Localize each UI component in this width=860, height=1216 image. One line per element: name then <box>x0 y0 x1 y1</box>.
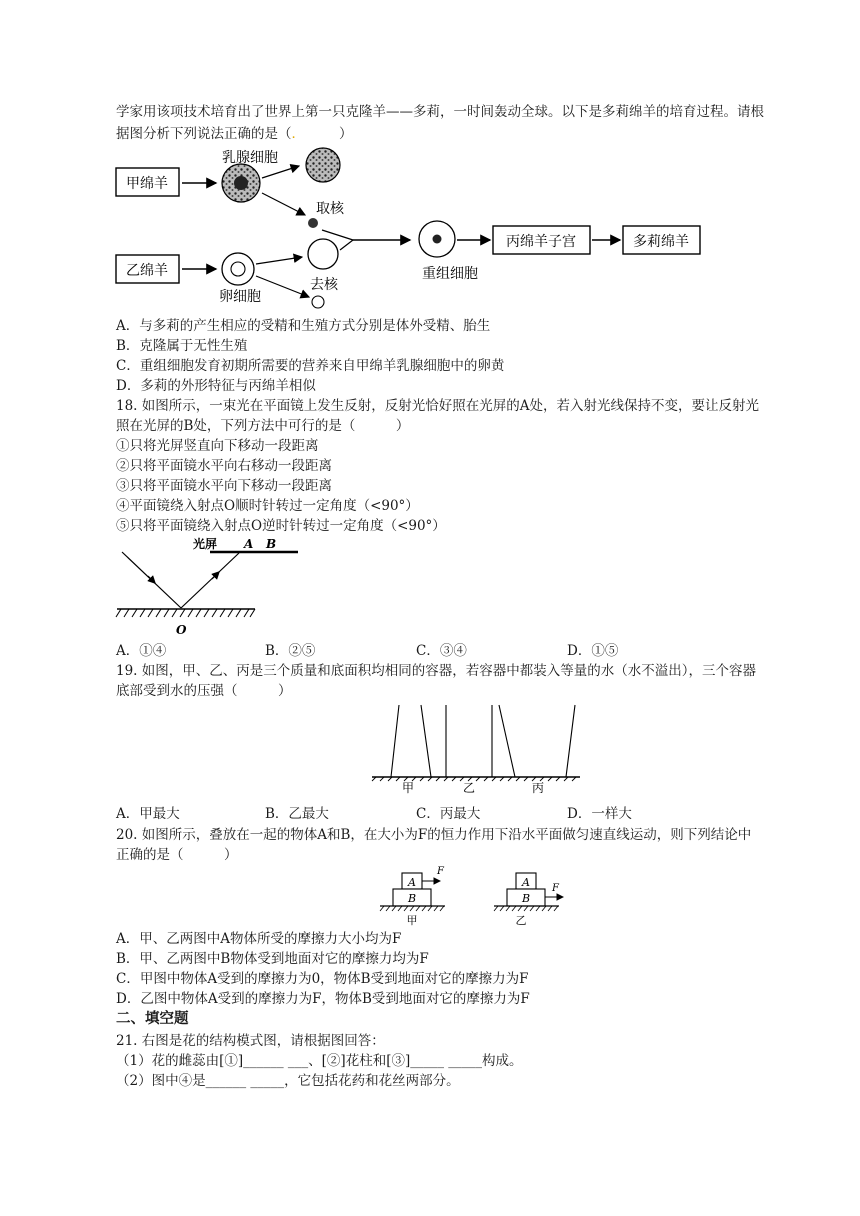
q18-item-3: ③只将平面镜水平向下移动一段距离 <box>116 478 332 494</box>
q18-option-d: D．①⑤ <box>567 643 619 659</box>
q19-option-c: C．丙最大 <box>416 806 481 822</box>
q20-stem-line1: 20. 如图所示，叠放在一起的物体A和B，在大小为F的恒力作用下沿水平面做匀速直线运动，则下列结论中 <box>116 827 752 843</box>
q18-option-a: A．①④ <box>116 643 167 659</box>
blocks-diagram <box>375 862 575 932</box>
svg-text:A: A <box>408 876 416 889</box>
speckled-cell-icon <box>306 148 340 182</box>
section-heading: 二、填空题 <box>116 1011 189 1027</box>
q20-option-d: D．乙图中物体A受到的摩擦力为F，物体B受到地面对它的摩擦力为F <box>116 991 530 1007</box>
point-b-label: B <box>266 537 277 551</box>
take-nucleus-label: 取核 <box>316 201 344 217</box>
q17-stem: 据图分析下列说法正确的是（ <box>116 126 292 142</box>
container-bing <box>499 705 515 777</box>
point-a-label: A <box>244 537 254 551</box>
q17-stem-end: ） <box>339 126 353 142</box>
svg-text:B: B <box>521 892 531 905</box>
q20-option-a: A．甲、乙两图中A物体所受的摩擦力大小均为F <box>116 931 402 947</box>
q18-item-4: ④平面镜绕入射点O顺时针转过一定角度（<90°） <box>116 498 419 514</box>
q21-part2: （2）图中④是______ _____，它包括花药和花丝两部分。 <box>116 1073 460 1089</box>
q20-stem-line2: 正确的是（ ） <box>116 847 238 863</box>
nucleus-icon <box>308 218 318 228</box>
q21-stem: 21. 右图是花的结构模式图，请根据图回答： <box>116 1033 385 1049</box>
q19-option-b: B．乙最大 <box>265 806 329 822</box>
removed-nucleus-icon <box>312 296 324 308</box>
q17-intro-line2 <box>116 125 353 144</box>
enucleated-egg-icon <box>308 239 338 269</box>
q17-intro-line1: 学家用该项技术培育出了世界上第一只克隆羊——多莉，一时间轰动全球。以下是多莉绵羊的培育过程。请根 <box>116 104 764 120</box>
cloning-diagram <box>110 145 720 315</box>
q17-option-b: B．克隆属于无性生殖 <box>116 338 248 354</box>
q19-option-a: A．甲最大 <box>116 806 180 822</box>
q19-stem-line2: 底部受到水的压强（ ） <box>116 683 292 699</box>
svg-text:A: A <box>522 876 530 889</box>
containers-diagram <box>370 700 585 800</box>
yi-sheep-label: 乙绵羊 <box>126 263 168 279</box>
q21-part1: （1）花的雌蕊由[①]______ ___、[②]花柱和[③]_____ _____构成。 <box>116 1053 523 1069</box>
q18-item-5: ⑤只将平面镜绕入射点O逆时针转过一定角度（<90°） <box>116 518 446 534</box>
jia-sheep-label: 甲绵羊 <box>126 176 168 192</box>
q18-stem-line1: 18. 如图所示，一束光在平面镜上发生反射，反射光恰好照在光屏的A处，若入射光线保持不变，要让反射光 <box>116 398 760 414</box>
dolly-label: 多莉绵羊 <box>633 234 689 250</box>
mammary-cell-label: 乳腺细胞 <box>222 150 278 166</box>
q18-item-1: ①只将光屏竖直向下移动一段距离 <box>116 438 319 454</box>
mirror-hatching <box>116 609 255 617</box>
point-o-label: O <box>176 623 187 637</box>
screen-label: 光屏 <box>193 537 218 551</box>
q18-option-c: C．③④ <box>416 643 467 659</box>
q20-option-b: B．甲、乙两图中B物体受到地面对它的摩擦力均为F <box>116 951 429 967</box>
q17-option-c: C．重组细胞发育初期所需要的营养来自甲绵羊乳腺细胞中的卵黄 <box>116 358 505 374</box>
remove-nucleus-label: 去核 <box>310 277 338 293</box>
q17-option-d: D．多莉的外形特征与丙绵羊相似 <box>116 378 316 394</box>
yi-label: 乙 <box>462 781 476 795</box>
bing-uterus-label: 丙绵羊子宫 <box>506 234 576 250</box>
q17-option-a: A．与多莉的产生相应的受精和生殖方式分别是体外受精、胎生 <box>116 318 491 334</box>
q19-stem-line1: 19. 如图，甲、乙、丙是三个质量和底面积均相同的容器，若容器中都装入等量的水（水不溢出），三个容器 <box>116 663 757 679</box>
q19-option-d: D．一样大 <box>567 806 632 822</box>
highlight-dot: ． <box>291 126 305 142</box>
reflection-diagram <box>112 534 302 640</box>
q18-stem-line2: 照在光屏的B处，下列方法中可行的是（ ） <box>116 418 410 434</box>
q18-option-b: B．②⑤ <box>265 643 316 659</box>
recombined-cell-label: 重组细胞 <box>422 266 478 282</box>
fig-jia-label: 甲 <box>406 914 418 927</box>
bing-label: 丙 <box>531 781 545 795</box>
svg-text:F: F <box>552 883 559 894</box>
svg-text:B: B <box>407 892 417 905</box>
egg-cell-label: 卵细胞 <box>219 289 261 305</box>
jia-label: 甲 <box>401 781 415 795</box>
fig-yi-label: 乙 <box>515 914 527 927</box>
q20-option-c: C．甲图中物体A受到的摩擦力为0，物体B受到地面对它的摩擦力为F <box>116 971 529 987</box>
svg-text:F: F <box>437 866 444 877</box>
container-jia <box>391 705 399 777</box>
q18-item-2: ②只将平面镜水平向右移动一段距离 <box>116 458 332 474</box>
reflected-ray <box>181 553 239 608</box>
